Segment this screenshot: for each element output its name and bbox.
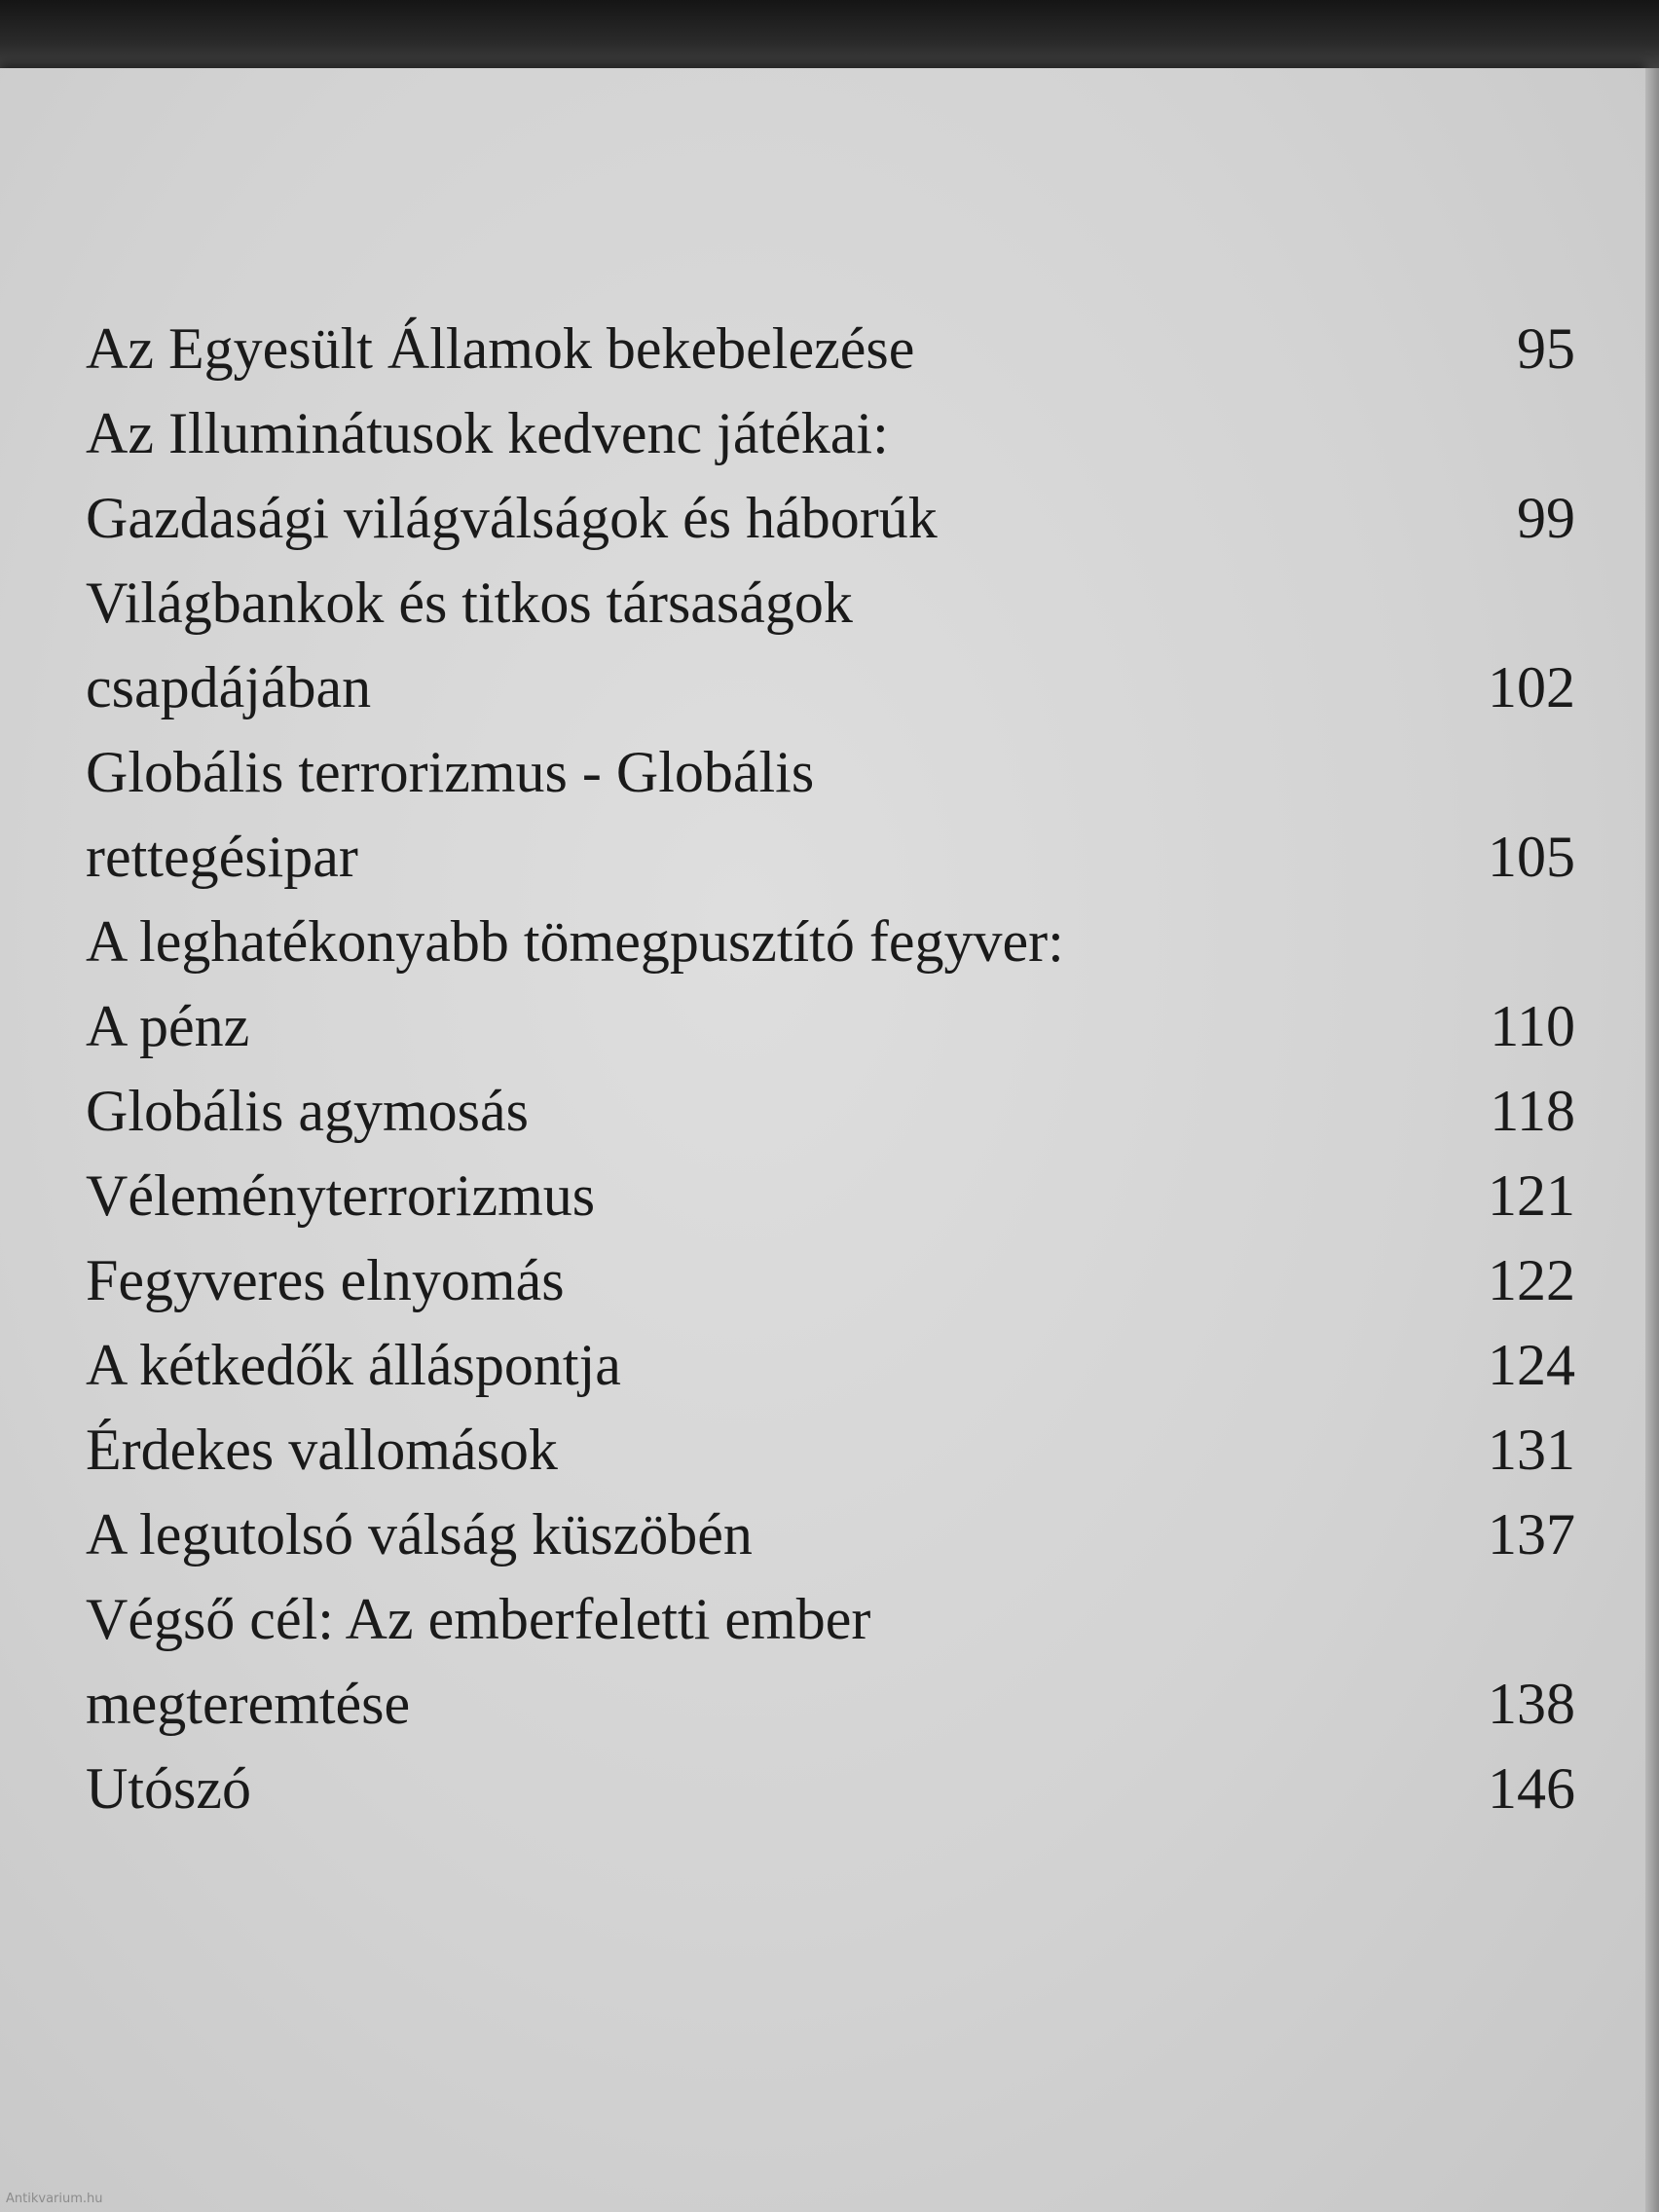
book-top-edge (0, 0, 1659, 78)
table-of-contents (86, 307, 1575, 1831)
toc-line (86, 1747, 1575, 1831)
toc-page-number: 102 (1488, 655, 1575, 719)
toc-page-number: 122 (1488, 1248, 1575, 1312)
toc-entry-title: Véleményterrorizmus (86, 1163, 596, 1228)
toc-line (86, 1662, 1575, 1747)
toc-line (86, 1069, 1575, 1154)
page-right-edge (1645, 68, 1659, 2212)
toc-line (86, 730, 1575, 815)
toc-page-number: 99 (1517, 486, 1575, 550)
toc-line (86, 391, 1575, 476)
toc-line (86, 1577, 1575, 1662)
toc-page-number: 95 (1517, 316, 1575, 381)
toc-line (86, 1323, 1575, 1408)
toc-entry-title: Érdekes vallomások (86, 1418, 558, 1482)
toc-entry-title: Globális terrorizmus - Globális (86, 740, 815, 804)
toc-page-number: 105 (1488, 825, 1575, 889)
toc-entry-title: Az Illuminátusok kedvenc játékai: (86, 401, 889, 465)
toc-entry-title: Világbankok és titkos társaságok (86, 571, 853, 635)
toc-line (86, 900, 1575, 984)
toc-page-number: 138 (1488, 1672, 1575, 1736)
toc-page-number: 121 (1488, 1163, 1575, 1228)
toc-line (86, 561, 1575, 645)
toc-line (86, 984, 1575, 1069)
toc-line (86, 1154, 1575, 1238)
toc-line (86, 476, 1575, 561)
toc-line (86, 815, 1575, 900)
toc-entry-title: Végső cél: Az emberfeletti ember (86, 1587, 871, 1651)
toc-entry-title: A kétkedők álláspontja (86, 1333, 621, 1397)
toc-page-number: 118 (1490, 1079, 1575, 1143)
toc-line (86, 307, 1575, 391)
toc-entry-title: Globális agymosás (86, 1079, 529, 1143)
toc-line (86, 1238, 1575, 1323)
toc-entry-title: A leghatékonyabb tömegpusztító fegyver: (86, 909, 1064, 974)
toc-entry-title: A pénz (86, 994, 250, 1058)
toc-entry-title: Gazdasági világválságok és háborúk (86, 486, 938, 550)
toc-entry-title: rettegésipar (86, 825, 358, 889)
toc-entry-title: Utószó (86, 1756, 251, 1821)
toc-page-number: 131 (1488, 1418, 1575, 1482)
watermark-label: Antikvarium.hu (6, 2192, 103, 2206)
toc-page-number: 146 (1488, 1756, 1575, 1821)
toc-page-number: 110 (1490, 994, 1575, 1058)
toc-entry-title: csapdájában (86, 655, 372, 719)
toc-line (86, 1408, 1575, 1493)
toc-entry-title: A legutolsó válság küszöbén (86, 1502, 753, 1567)
toc-page-number: 137 (1488, 1502, 1575, 1567)
toc-line (86, 1493, 1575, 1577)
toc-entry-title: megteremtése (86, 1672, 411, 1736)
toc-page-number: 124 (1488, 1333, 1575, 1397)
toc-entry-title: Az Egyesült Államok bekebelezése (86, 316, 915, 381)
toc-line (86, 645, 1575, 730)
toc-entry-title: Fegyveres elnyomás (86, 1248, 565, 1312)
